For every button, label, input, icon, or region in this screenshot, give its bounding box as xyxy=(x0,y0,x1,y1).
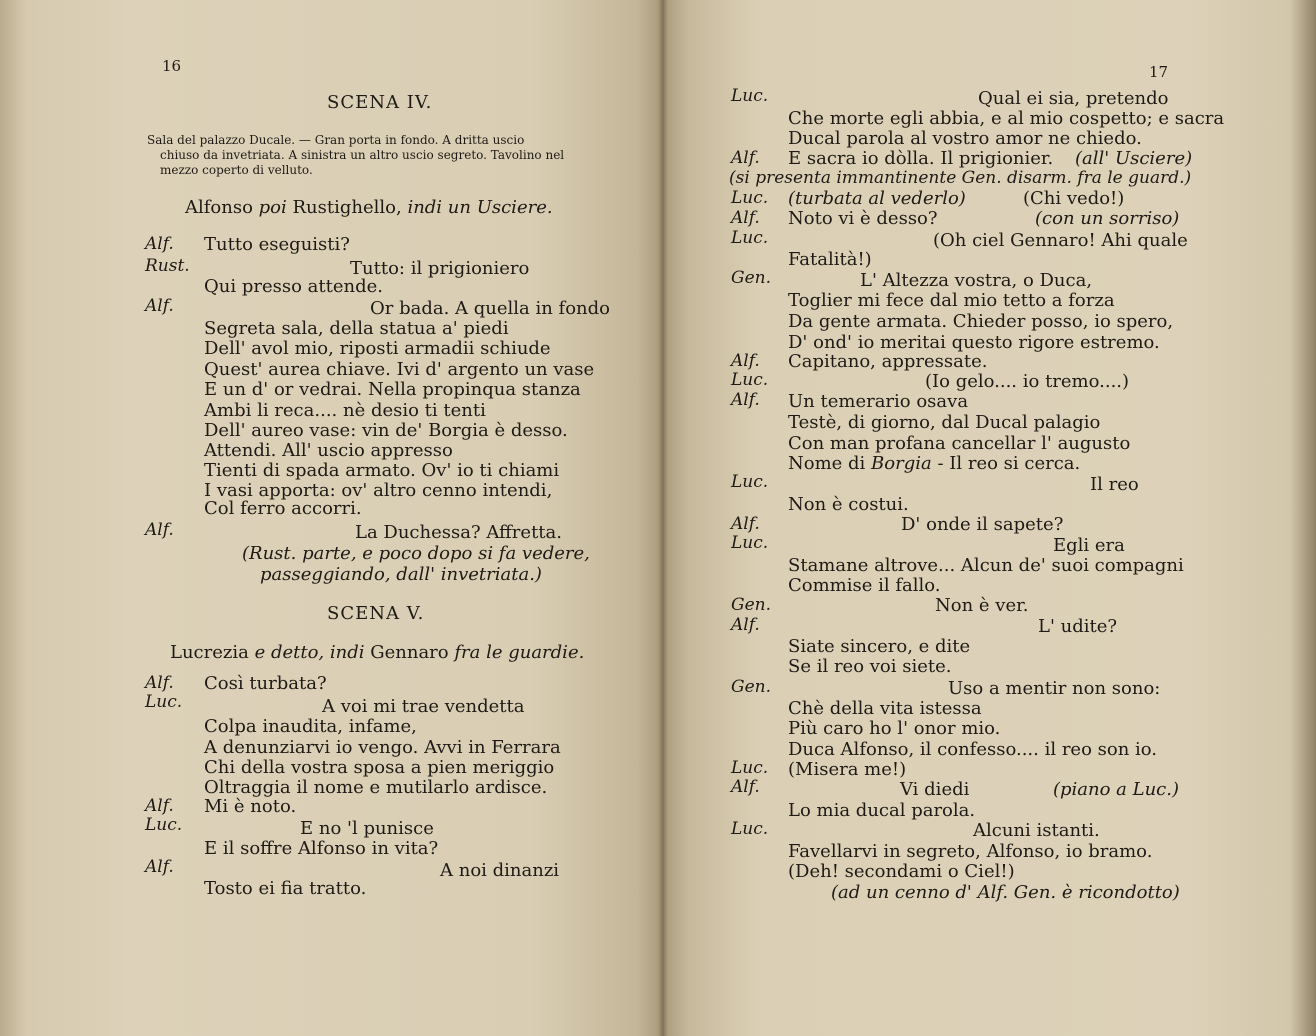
stage-direction: (ad un cenno d' Alf. Gen. è ricondotto) xyxy=(831,882,1180,903)
stage-direction: (si presenta immantinente Gen. disarm. fra le guard.) xyxy=(729,168,1192,188)
speaker-label: Alf. xyxy=(731,208,760,228)
verse-line: Alcuni istanti. xyxy=(973,820,1100,841)
verse-line: Con man profana cancellar l' augusto xyxy=(788,433,1131,454)
verse-line: (Io gelo.... io tremo....) xyxy=(925,371,1130,392)
speaker-label: Gen. xyxy=(731,677,771,697)
cast-name: Gennaro xyxy=(364,642,455,663)
verse-line: Tutto: il prigioniero xyxy=(350,258,530,279)
verse-line: Lo mia ducal parola. xyxy=(788,800,976,821)
scene-title: SCENA V. xyxy=(327,603,425,624)
speaker-label: Gen. xyxy=(731,268,771,288)
speaker-label: Alf. xyxy=(145,796,174,816)
verse-line: Egli era xyxy=(1053,535,1125,556)
verse-line: Noto vi è desso? xyxy=(788,208,938,229)
verse-line: Tutto eseguisti? xyxy=(204,234,350,255)
speaker-label: Gen. xyxy=(731,595,771,615)
speaker-label: Alf. xyxy=(731,390,760,410)
verse-line: Così turbata? xyxy=(204,673,327,694)
verse-line: Quest' aurea chiave. Ivi d' argento un vase xyxy=(204,359,595,380)
page-number: 17 xyxy=(1149,63,1169,81)
verse-line: Tosto ei fia tratto. xyxy=(204,878,367,899)
stage-direction: (con un sorriso) xyxy=(1035,208,1180,229)
verse-line: Ambi li reca.... nè desio ti tenti xyxy=(204,400,486,421)
speaker-label: Alf. xyxy=(145,520,174,540)
verse-text: Nome di xyxy=(788,453,872,474)
verse-line: Dell' avol mio, riposti armadii schiude xyxy=(204,338,551,359)
cast-note: e detto, indi xyxy=(254,642,365,663)
verse-line: (Deh! secondami o Ciel!) xyxy=(788,861,1015,882)
verse-line: Capitano, appressate. xyxy=(788,351,988,372)
verse-line: Favellarvi in segreto, Alfonso, io bramo. xyxy=(788,841,1153,862)
speaker-label: Luc. xyxy=(145,692,183,712)
scene-description-line: mezzo coperto di velluto. xyxy=(160,163,313,177)
stage-direction: (all' Usciere) xyxy=(1075,148,1193,169)
verse-line: (Misera me!) xyxy=(788,759,907,780)
speaker-label: Luc. xyxy=(731,188,769,208)
verse-line: E un d' or vedrai. Nella propinqua stanza xyxy=(204,379,581,400)
speaker-label: Alf. xyxy=(731,148,760,168)
speaker-label: Luc. xyxy=(731,86,769,106)
scene-description-line: Sala del palazzo Ducale. — Gran porta in fondo. A dritta uscio xyxy=(147,133,525,147)
verse-line: Duca Alfonso, il confesso.... il reo son io. xyxy=(788,739,1158,760)
verse-line: Fatalità!) xyxy=(788,249,872,270)
verse-line: Attendi. All' uscio appresso xyxy=(204,440,453,461)
verse-line: Il reo xyxy=(1090,474,1139,495)
verse-line: (Oh ciel Gennaro! Ahi quale xyxy=(933,230,1188,251)
verse-line: L' udite? xyxy=(1038,616,1118,637)
verse-line: L' Altezza vostra, o Duca, xyxy=(860,270,1093,291)
verse-line: Toglier mi fece dal mio tetto a forza xyxy=(788,290,1115,311)
cast-name: Lucrezia xyxy=(170,642,255,663)
speaker-label: Alf. xyxy=(731,514,760,534)
speaker-label: Luc. xyxy=(731,228,769,248)
stage-direction: (Rust. parte, e poco dopo si fa vedere, xyxy=(242,543,590,564)
cast-list xyxy=(185,197,553,218)
verse-line: Da gente armata. Chieder posso, io spero, xyxy=(788,311,1174,332)
cast-note: poi xyxy=(258,197,287,218)
verse-line: A noi dinanzi xyxy=(440,860,560,881)
speaker-label: Alf. xyxy=(145,857,174,877)
right-page xyxy=(663,0,1316,1036)
verse-line: Chi della vostra sposa a pien meriggio xyxy=(204,757,555,778)
verse-line: Che morte egli abbia, e al mio cospetto; e sacra xyxy=(788,108,1225,129)
verse-line: Se il reo voi siete. xyxy=(788,656,952,677)
verse-line: Siate sincero, e dite xyxy=(788,636,971,657)
verse-line: E no 'l punisce xyxy=(300,818,434,839)
verse-line: Chè della vita istessa xyxy=(788,698,982,719)
verse-line: Ducal parola al vostro amor ne chiedo. xyxy=(788,128,1142,149)
verse-line: D' onde il sapete? xyxy=(901,514,1064,535)
cast-note: indi un Usciere. xyxy=(407,197,553,218)
verse-line: Vi diedi xyxy=(900,779,970,800)
verse-line: Col ferro accorri. xyxy=(204,498,362,519)
verse-line: Qual ei sia, pretendo xyxy=(978,88,1169,109)
speaker-label: Alf. xyxy=(731,777,760,797)
verse-line: Non è costui. xyxy=(788,494,909,515)
scene-description-line: chiuso da invetriata. A sinistra un altro uscio segreto. Tavolino nel xyxy=(160,148,565,162)
verse-line: Non è ver. xyxy=(935,595,1029,616)
verse-line: I vasi apporta: ov' altro cenno intendi, xyxy=(204,480,553,501)
cast-name: Rustighello, xyxy=(286,197,408,218)
speaker-label: Rust. xyxy=(145,256,190,276)
verse-line: Tienti di spada armato. Ov' io ti chiami xyxy=(204,460,560,481)
verse-line: Stamane altrove... Alcun de' suoi compagni xyxy=(788,555,1184,576)
speaker-label: Luc. xyxy=(731,472,769,492)
verse-line: E il soffre Alfonso in vita? xyxy=(204,838,439,859)
verse-line: (Chi vedo!) xyxy=(1023,188,1125,209)
speaker-label: Alf. xyxy=(145,673,174,693)
speaker-label: Alf. xyxy=(145,296,174,316)
verse-line: Or bada. A quella in fondo xyxy=(370,298,611,319)
speaker-label: Alf. xyxy=(145,234,174,254)
stage-direction: (piano a Luc.) xyxy=(1053,779,1180,800)
speaker-label: Luc. xyxy=(731,533,769,553)
speaker-label: Luc. xyxy=(731,370,769,390)
cast-name: Alfonso xyxy=(185,197,259,218)
stage-direction: passeggiando, dall' invetriata.) xyxy=(260,564,542,585)
verse-line: E sacra io dòlla. Il prigionier. xyxy=(788,148,1054,169)
speaker-label: Luc. xyxy=(731,758,769,778)
verse-line: Testè, di giorno, dal Ducal palagio xyxy=(788,412,1101,433)
speaker-label: Luc. xyxy=(731,819,769,839)
verse-line: Oltraggia il nome e mutilarlo ardisce. xyxy=(204,777,548,798)
verse-line: D' ond' io meritai questo rigore estremo. xyxy=(788,332,1160,353)
verse-line: Un temerario osava xyxy=(788,391,969,412)
cast-note: fra le guardie. xyxy=(454,642,585,663)
verse-line: Commise il fallo. xyxy=(788,575,941,596)
page-number: 16 xyxy=(162,57,182,75)
verse-text: - Il reo si cerca. xyxy=(931,453,1081,474)
speaker-label: Alf. xyxy=(731,351,760,371)
verse-line xyxy=(788,453,1080,474)
speaker-label: Luc. xyxy=(145,815,183,835)
verse-line: Dell' aureo vase: vin de' Borgia è desso. xyxy=(204,420,568,441)
verse-line: Uso a mentir non sono: xyxy=(948,678,1161,699)
verse-line: Qui presso attende. xyxy=(204,276,383,297)
verse-line: Mi è noto. xyxy=(204,796,297,817)
cast-list xyxy=(170,642,584,663)
scene-title: SCENA IV. xyxy=(327,92,433,113)
verse-line: La Duchessa? Affretta. xyxy=(355,522,562,543)
verse-line: Colpa inaudita, infame, xyxy=(204,716,417,737)
verse-line: Più caro ho l' onor mio. xyxy=(788,718,1001,739)
speaker-label: Alf. xyxy=(731,615,760,635)
stage-direction: (turbata al vederlo) xyxy=(788,188,966,209)
verse-name: Borgia xyxy=(871,453,932,474)
verse-line: A voi mi trae vendetta xyxy=(322,696,525,717)
verse-line: A denunziarvi io vengo. Avvi in Ferrara xyxy=(204,737,561,758)
verse-line: Segreta sala, della statua a' piedi xyxy=(204,318,509,339)
book-spine xyxy=(658,0,668,1036)
